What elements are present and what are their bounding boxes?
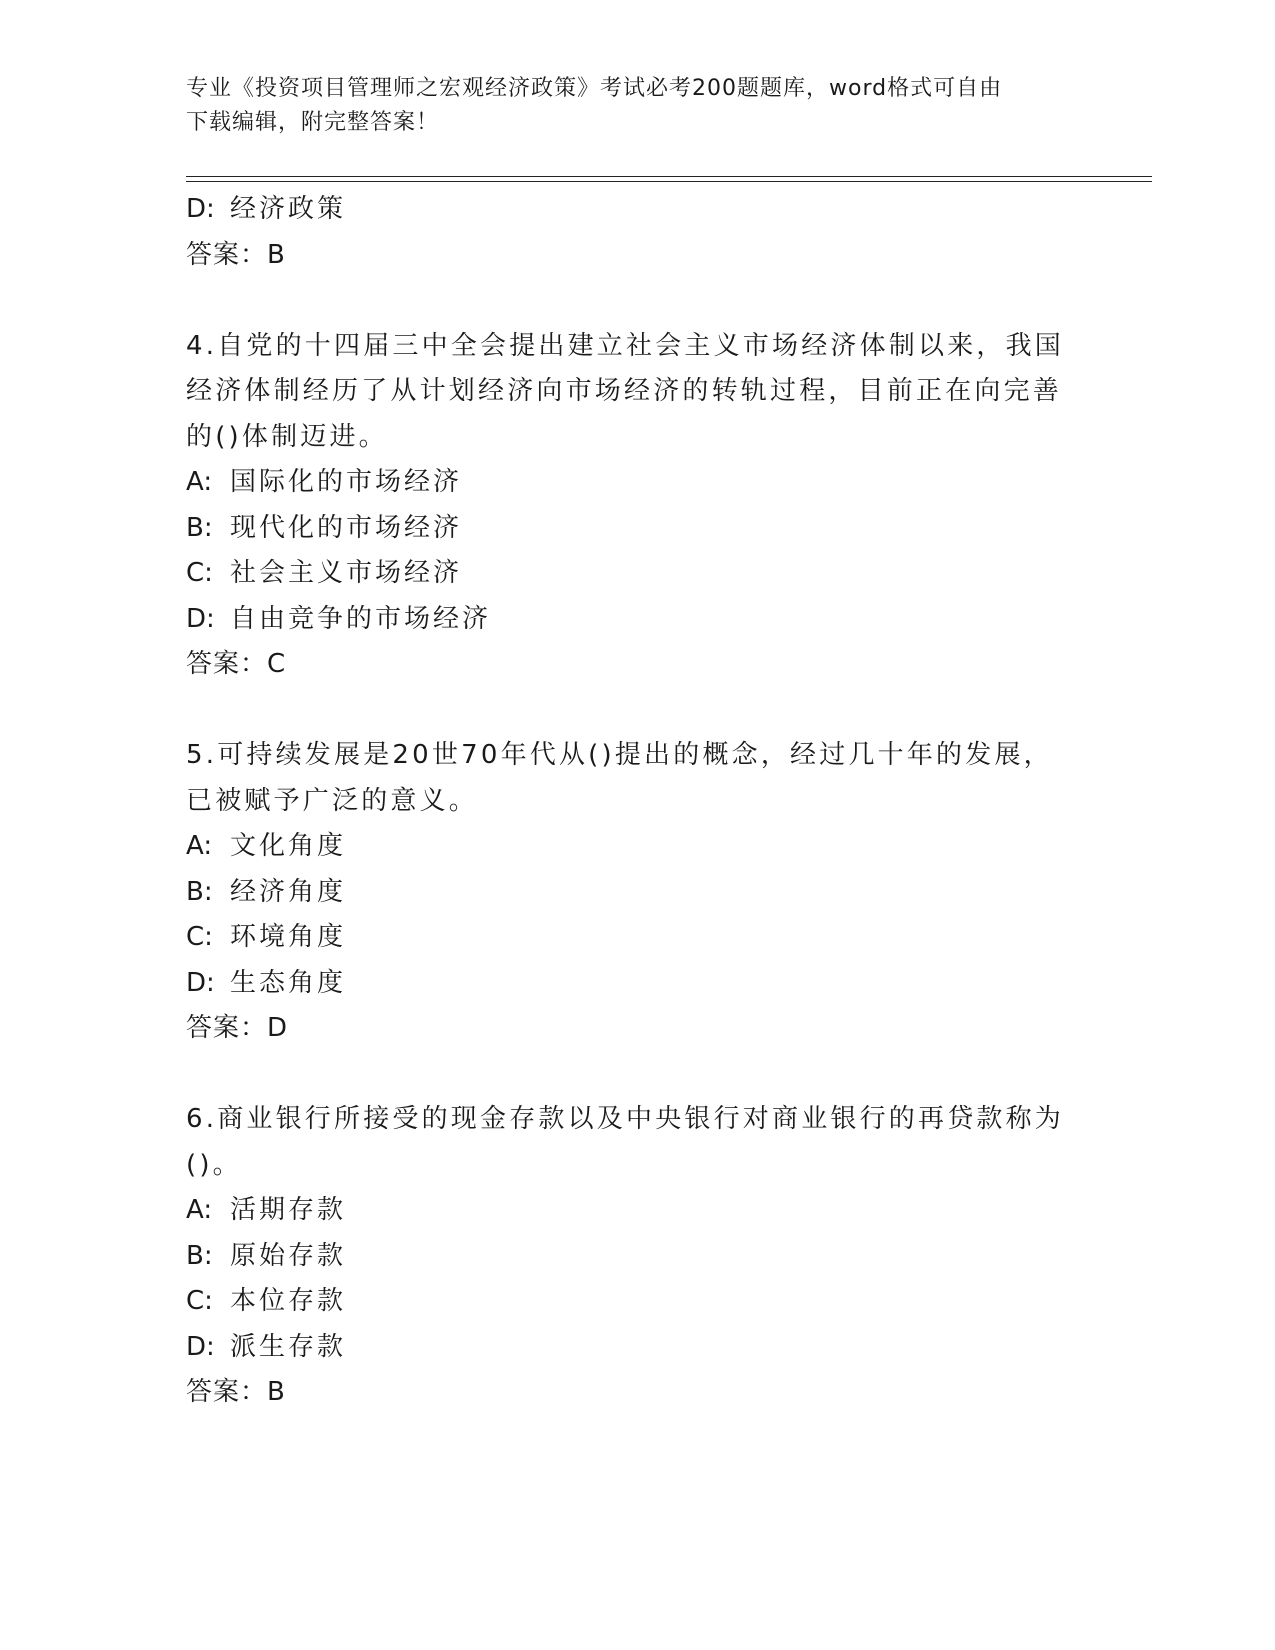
option-letter: C: (186, 1286, 213, 1316)
option-text: 经济政策 (230, 194, 347, 224)
option-letter: B: (186, 876, 213, 907)
option-c (186, 915, 1086, 961)
option-d (186, 1325, 1086, 1371)
header-line-1: 专业《投资项目管理师之宏观经济政策》考试必考200题题库，word格式可自由 (186, 76, 1003, 101)
answer-line: 答案：D (186, 1013, 289, 1043)
answer-line: 答案：C (186, 649, 287, 679)
option-d (186, 187, 1086, 233)
question-text-line: 4.自党的十四届三中全会提出建立社会主义市场经济体制以来，我国 (186, 330, 1065, 361)
option-text: 社会主义市场经济 (230, 558, 463, 588)
question-text (186, 1097, 1086, 1188)
option-text: 活期存款 (230, 1195, 347, 1225)
option-d (186, 597, 1086, 643)
option-letter: A: (186, 1195, 213, 1225)
header-divider-bottom (186, 181, 1152, 182)
question-list (186, 187, 1086, 1416)
option-letter: A: (186, 831, 213, 861)
question-text-line: 已被赋予广泛的意义。 (186, 785, 479, 816)
option-letter: D: (186, 967, 215, 998)
option-b (186, 870, 1086, 916)
option-d (186, 961, 1086, 1007)
question-text-line: 6.商业银行所接受的现金存款以及中央银行对商业银行的再贷款称为 (186, 1104, 1065, 1134)
question-text-line: 经济体制经历了从计划经济向市场经济的转轨过程，目前正在向完善 (186, 376, 1063, 406)
option-letter: B: (186, 1240, 213, 1271)
option-text: 现代化的市场经济 (230, 512, 463, 543)
option-b (186, 1234, 1086, 1280)
question-text-line: 的()体制迈进。 (186, 421, 388, 452)
option-text: 本位存款 (230, 1286, 347, 1316)
option-b (186, 506, 1086, 552)
option-letter: C: (186, 922, 213, 952)
option-letter: D: (186, 603, 215, 634)
option-letter: A: (186, 467, 213, 497)
document-header (186, 72, 1066, 140)
option-a (186, 460, 1086, 506)
option-a (186, 1188, 1086, 1234)
option-text: 派生存款 (230, 1331, 347, 1362)
question-6 (186, 1097, 1086, 1416)
question-text (186, 324, 1086, 461)
option-c (186, 1279, 1086, 1325)
question-text (186, 733, 1086, 824)
option-text: 原始存款 (230, 1240, 347, 1271)
question-4 (186, 324, 1086, 688)
question-text-line: ()。 (186, 1149, 242, 1180)
option-text: 经济角度 (230, 876, 347, 907)
option-c (186, 551, 1086, 597)
answer-line: 答案：B (186, 1377, 286, 1407)
answer-line: 答案：B (186, 239, 286, 270)
option-letter: B: (186, 512, 213, 543)
option-text: 生态角度 (230, 967, 347, 998)
question-5 (186, 733, 1086, 1052)
option-text: 环境角度 (230, 922, 347, 952)
question-text-line: 5.可持续发展是20世70年代从()提出的概念，经过几十年的发展， (186, 740, 1053, 770)
header-line-2: 下载编辑，附完整答案！ (186, 110, 440, 135)
option-letter: C: (186, 558, 213, 588)
option-text: 文化角度 (230, 831, 347, 861)
header-divider-top (186, 176, 1152, 177)
option-text: 国际化的市场经济 (230, 467, 463, 497)
option-a (186, 824, 1086, 870)
option-text: 自由竞争的市场经济 (230, 603, 492, 634)
option-letter: D: (186, 1331, 215, 1362)
option-letter: D: (186, 194, 215, 224)
